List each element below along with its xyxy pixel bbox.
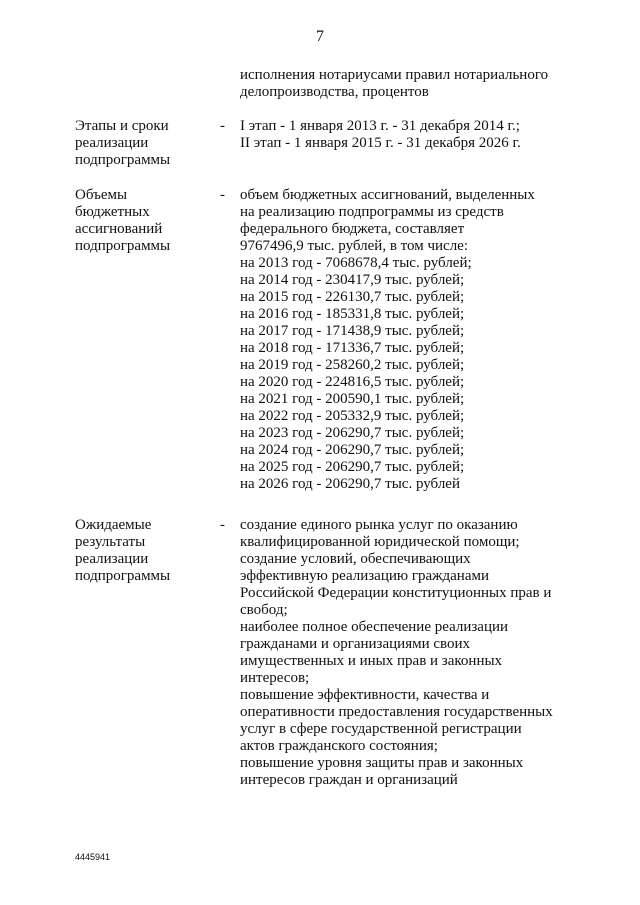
content-line: наиболее полное обеспечение реализации [240, 619, 509, 635]
label-line: ассигнований [75, 221, 163, 237]
budget-year-line: на 2022 год - 205332,9 тыс. рублей; [240, 408, 465, 424]
label-line: подпрограммы [75, 152, 171, 168]
section-content [240, 118, 521, 152]
intro-line: делопроизводства, процентов [240, 84, 429, 100]
content-line: Российской Федерации конституционных прав и [240, 585, 552, 601]
section-content [240, 517, 553, 789]
budget-year-line: на 2016 год - 185331,8 тыс. рублей; [240, 306, 465, 322]
content-line: имущественных и иных прав и законных [240, 653, 503, 669]
content-line: создание единого рынка услуг по оказанию [240, 517, 518, 533]
label-line: Объемы [75, 187, 128, 203]
budget-year-line: на 2021 год - 200590,1 тыс. рублей; [240, 391, 465, 407]
section-label [75, 517, 215, 585]
section-label [75, 187, 215, 255]
budget-year-line: на 2024 год - 206290,7 тыс. рублей; [240, 442, 465, 458]
budget-year-line: на 2025 год - 206290,7 тыс. рублей; [240, 459, 465, 475]
section-content [240, 187, 535, 493]
content-line: эффективную реализацию гражданами [240, 568, 490, 584]
label-line: реализации [75, 135, 149, 151]
budget-year-line: на 2013 год - 7068678,4 тыс. рублей; [240, 255, 472, 271]
content-line: федерального бюджета, составляет [240, 221, 465, 237]
content-line: повышение уровня защиты прав и законных [240, 755, 524, 771]
label-line: результаты [75, 534, 146, 550]
label-line: подпрограммы [75, 238, 171, 254]
budget-year-line: на 2026 год - 206290,7 тыс. рублей [240, 476, 460, 492]
budget-year-line: на 2015 год - 226130,7 тыс. рублей; [240, 289, 465, 305]
content-line: актов гражданского состояния; [240, 738, 438, 754]
content-line: оперативности предоставления государственных [240, 704, 553, 720]
intro-text [240, 67, 548, 101]
budget-year-line: на 2018 год - 171336,7 тыс. рублей; [240, 340, 465, 356]
content-line: объем бюджетных ассигнований, выделенных [240, 187, 535, 203]
content-line: на реализацию подпрограммы из средств [240, 204, 504, 220]
section-dash: - [220, 187, 225, 203]
section-dash: - [220, 517, 225, 533]
content-line: 9767496,9 тыс. рублей, в том числе: [240, 238, 469, 254]
label-line: Этапы и сроки [75, 118, 169, 134]
section-label [75, 118, 215, 169]
content-line: интересов граждан и организаций [240, 772, 458, 788]
content-line: гражданами и организациями своих [240, 636, 471, 652]
budget-year-line: на 2019 год - 258260,2 тыс. рублей; [240, 357, 465, 373]
section-dash: - [220, 118, 225, 134]
label-line: подпрограммы [75, 568, 171, 584]
content-line: II этап - 1 января 2015 г. - 31 декабря 2026 г. [240, 135, 521, 151]
budget-year-line: на 2023 год - 206290,7 тыс. рублей; [240, 425, 465, 441]
content-line: интересов; [240, 670, 310, 686]
content-line: создание условий, обеспечивающих [240, 551, 471, 567]
budget-year-line: на 2014 год - 230417,9 тыс. рублей; [240, 272, 465, 288]
content-line: I этап - 1 января 2013 г. - 31 декабря 2014 г.; [240, 118, 520, 134]
page-number: 7 [316, 28, 324, 45]
intro-line: исполнения нотариусами правил нотариального [240, 67, 549, 83]
label-line: бюджетных [75, 204, 150, 220]
document-code: 4445941 [75, 852, 111, 862]
content-line: услуг в сфере государственной регистрации [240, 721, 522, 737]
label-line: Ожидаемые [75, 517, 152, 533]
budget-year-line: на 2017 год - 171438,9 тыс. рублей; [240, 323, 465, 339]
content-line: свобод; [240, 602, 288, 618]
label-line: реализации [75, 551, 149, 567]
budget-year-line: на 2020 год - 224816,5 тыс. рублей; [240, 374, 465, 390]
content-line: повышение эффективности, качества и [240, 687, 490, 703]
content-line: квалифицированной юридической помощи; [240, 534, 520, 550]
